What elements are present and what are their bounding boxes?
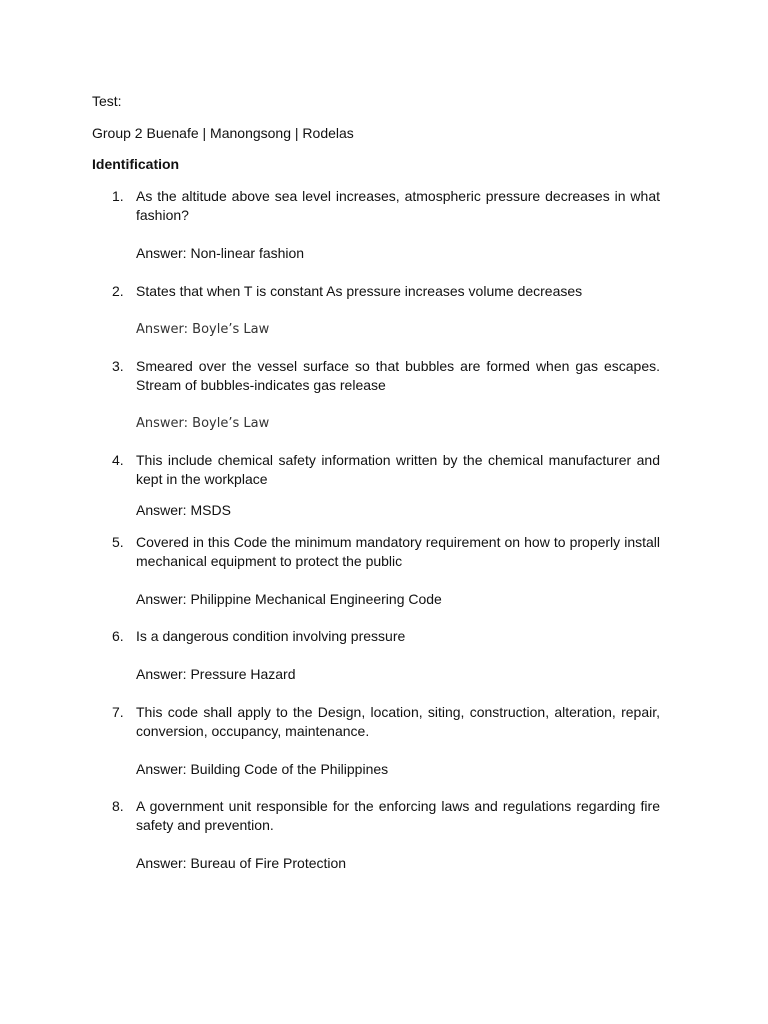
- question-text: Smeared over the vessel surface so that bubbles are formed when gas escapes. Stream of bubbles-indicates gas release: [136, 358, 660, 393]
- question-item: [112, 703, 660, 741]
- answer-text: Answer: MSDS: [136, 502, 231, 518]
- question-text: As the altitude above sea level increases, atmospheric pressure decreases in what fashion?: [136, 188, 660, 223]
- answer-text: Answer: Bureau of Fire Protection: [136, 855, 347, 871]
- question-item: [112, 187, 660, 225]
- question-text: States that when T is constant As pressure increases volume decreases: [136, 283, 583, 299]
- question-text: Covered in this Code the minimum mandatory requirement on how to properly install mechanical equipment to protect the public: [136, 534, 660, 569]
- question-item: [112, 627, 660, 646]
- answer-text: Answer: Boyle’s Law: [136, 322, 270, 337]
- answer-text: Answer: Philippine Mechanical Engineering Code: [136, 591, 442, 607]
- question-text: This include chemical safety information written by the chemical manufacturer and kept in the workplace: [136, 452, 660, 487]
- question-item: [112, 533, 660, 571]
- answer-text: Answer: Building Code of the Philippines: [136, 761, 389, 777]
- question-item: [112, 357, 660, 395]
- question-number: 5.: [112, 534, 124, 550]
- section-title: Identification: [92, 156, 180, 172]
- question-number: 8.: [112, 798, 124, 814]
- question-number: 3.: [112, 358, 124, 374]
- group-line: Group 2 Buenafe | Manongsong | Rodelas: [92, 125, 354, 141]
- answer-text: Answer: Boyle’s Law: [136, 416, 270, 431]
- question-item: [112, 797, 660, 835]
- answer-text: Answer: Non-linear fashion: [136, 245, 305, 261]
- question-item: [112, 451, 660, 489]
- question-number: 1.: [112, 188, 124, 204]
- question-number: 6.: [112, 628, 124, 644]
- question-text: Is a dangerous condition involving pressure: [136, 628, 406, 644]
- question-item: [112, 282, 660, 301]
- question-text: A government unit responsible for the enforcing laws and regulations regarding fire safety and prevention.: [136, 798, 660, 833]
- question-number: 4.: [112, 452, 124, 468]
- question-number: 7.: [112, 704, 124, 720]
- answer-text: Answer: Pressure Hazard: [136, 666, 296, 682]
- question-number: 2.: [112, 283, 124, 299]
- test-label: Test:: [92, 93, 122, 109]
- question-text: This code shall apply to the Design, location, siting, construction, alteration, repair, conversion, occupancy, maintenance.: [136, 704, 660, 739]
